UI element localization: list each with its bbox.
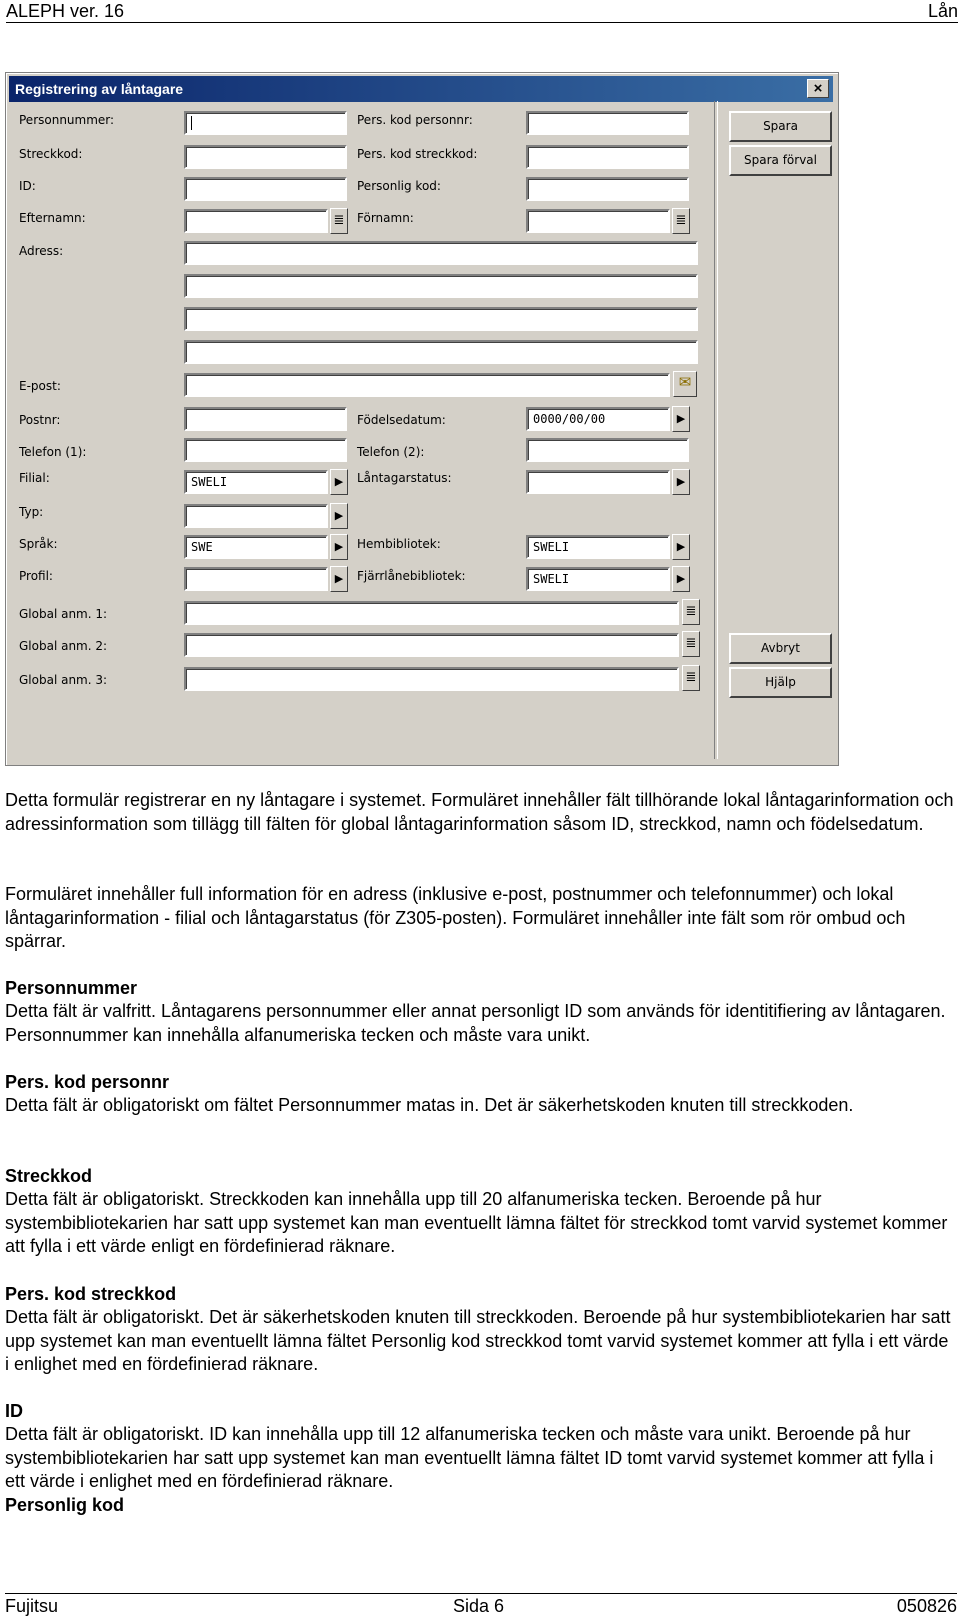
header-app-version: ALEPH ver. 16	[6, 1, 125, 21]
adress-line-1-input[interactable]	[184, 241, 698, 265]
fodelsedatum-arrow-icon[interactable]: ▶	[672, 406, 690, 432]
profil-select[interactable]	[184, 567, 328, 591]
save-defaults-button[interactable]: Spara förval	[729, 145, 832, 176]
page-footer	[5, 1593, 957, 1618]
label-postnr: Postnr:	[19, 413, 61, 427]
section-text-pers-kod-streckkod: Detta fält är obligatoriskt. Det är säkerhetskoden knuten till streckkoden. Beroende på hur systembibliotekarien har satt upp systemet kan man eventuellt lämna fältet Personlig kod streckkod tomt varvid systemet kommer att fylla i ett värde i enlighet med en fördefinierad räknare.	[5, 1307, 951, 1374]
cancel-button[interactable]: Avbryt	[729, 633, 832, 664]
adress-line-4-input[interactable]	[184, 340, 698, 364]
section-text-pers-kod-personnr: Detta fält är obligatoriskt om fältet Personnummer matas in. Det är säkerhetskoden knuten till streckkoden.	[5, 1095, 854, 1115]
id-input[interactable]	[184, 177, 347, 201]
global-anm-2-input[interactable]	[184, 633, 679, 657]
header-section: Lån	[927, 1, 958, 21]
intro-paragraph-1: Detta formulär registrerar en ny låntagare i systemet. Formuläret innehåller fält tillhörande lokal låntagarinformation och adressinformation som tillägg till fälten för global låntagarinformation såsom ID, streckkod, namn och födelsedatum.	[5, 790, 954, 834]
section-text-streckkod: Detta fält är obligatoriskt. Streckkoden kan innehålla upp till 20 alfanumeriska tecken. Beroende på hur systembibliotekarien har satt upp systemet kan man eventuellt lämna fältet för streckkod tomt varvid systemet kommer att fylla i ett värde enligt en fördefinierad räknare.	[5, 1189, 948, 1256]
fodelsedatum-input[interactable]: 0000/00/00	[526, 407, 670, 431]
label-telefon2: Telefon (2):	[357, 445, 425, 459]
fjarrlanebibliotek-select[interactable]: SWELI	[526, 567, 670, 591]
label-pers-kod-personnr: Pers. kod personnr:	[357, 113, 473, 127]
lantagarstatus-arrow-icon[interactable]: ▶	[672, 469, 690, 495]
global-anm-1-list-icon[interactable]: ≣	[682, 599, 700, 625]
page-header	[6, 0, 958, 23]
section-heading-pers-kod-personnr: Pers. kod personnr	[5, 1072, 170, 1092]
streckkod-input[interactable]	[184, 145, 347, 169]
label-adress: Adress:	[19, 244, 64, 258]
fornamn-input[interactable]	[526, 209, 670, 233]
section-heading-personnummer: Personnummer	[5, 978, 138, 998]
text-cursor	[191, 116, 192, 130]
label-streckkod: Streckkod:	[19, 147, 83, 161]
postnr-input[interactable]	[184, 407, 347, 431]
sprak-arrow-icon[interactable]: ▶	[330, 534, 348, 560]
label-efternamn: Efternamn:	[19, 211, 86, 225]
personlig-kod-input[interactable]	[526, 177, 689, 201]
label-pers-kod-streckkod: Pers. kod streckkod:	[357, 147, 478, 161]
typ-select[interactable]	[184, 504, 328, 528]
label-global3: Global anm. 3:	[19, 673, 108, 687]
hembibliotek-select[interactable]: SWELI	[526, 535, 670, 559]
help-button[interactable]: Hjälp	[729, 667, 832, 698]
adress-line-2-input[interactable]	[184, 274, 698, 298]
label-typ: Typ:	[19, 505, 44, 519]
label-filial: Filial:	[19, 471, 50, 485]
epost-input[interactable]	[184, 373, 670, 397]
filial-arrow-icon[interactable]: ▶	[330, 469, 348, 495]
close-icon[interactable]: ×	[807, 79, 829, 98]
label-global2: Global anm. 2:	[19, 639, 108, 653]
footer-page-number: Sida 6	[453, 1596, 505, 1616]
label-hembibliotek: Hembibliotek:	[357, 537, 441, 551]
section-heading-pers-kod-streckkod: Pers. kod streckkod	[5, 1284, 177, 1304]
label-fornamn: Förnamn:	[357, 211, 414, 225]
typ-arrow-icon[interactable]: ▶	[330, 503, 348, 529]
telefon1-input[interactable]	[184, 438, 347, 462]
section-heading-streckkod: Streckkod	[5, 1166, 93, 1186]
label-profil: Profil:	[19, 569, 53, 583]
efternamn-list-icon[interactable]: ≣	[330, 208, 348, 234]
label-id: ID:	[19, 179, 36, 193]
button-panel-separator	[714, 101, 718, 759]
lantagarstatus-select[interactable]	[526, 470, 670, 494]
label-epost: E-post:	[19, 379, 61, 393]
pers-kod-personnr-input[interactable]	[526, 111, 689, 135]
global-anm-1-input[interactable]	[184, 601, 679, 625]
label-personnummer: Personnummer:	[19, 113, 115, 127]
fjarrlanebibliotek-arrow-icon[interactable]: ▶	[672, 566, 690, 592]
label-telefon1: Telefon (1):	[19, 445, 87, 459]
telefon2-input[interactable]	[526, 438, 689, 462]
section-text-personnummer: Detta fält är valfritt. Låntagarens personnummer eller annat personligt ID som används för identitifiering av låntagaren. Personnummer kan innehålla alfanumeriska tecken och måste vara unikt.	[5, 1001, 946, 1045]
intro-paragraph-2: Formuläret innehåller full information för en adress (inklusive e-post, postnummer och telefonnummer) och lokal låntagarinformation - filial och låntagarstatus (för Z305-posten). Formuläret innehåller inte fält som rör ombud och spärrar.	[5, 884, 906, 951]
fornamn-list-icon[interactable]: ≣	[672, 208, 690, 234]
pers-kod-streckkod-input[interactable]	[526, 145, 689, 169]
label-fodelsedatum: Födelsedatum:	[357, 413, 446, 427]
global-anm-3-input[interactable]	[184, 667, 679, 691]
sprak-select[interactable]: SWE	[184, 535, 328, 559]
dialog-titlebar	[9, 76, 833, 102]
section-heading-id: ID	[5, 1401, 23, 1421]
profil-arrow-icon[interactable]: ▶	[330, 566, 348, 592]
footer-company: Fujitsu	[5, 1596, 59, 1616]
label-global1: Global anm. 1:	[19, 607, 108, 621]
footer-doc-code: 050826	[896, 1596, 957, 1616]
label-personlig-kod: Personlig kod:	[357, 179, 441, 193]
label-sprak: Språk:	[19, 537, 58, 551]
dialog-title: Registrering av låntagare	[15, 81, 184, 97]
save-button[interactable]: Spara	[729, 111, 832, 142]
section-heading-personlig-kod: Personlig kod	[5, 1495, 125, 1515]
label-lantagarstatus: Låntagarstatus:	[357, 471, 452, 485]
global-anm-2-list-icon[interactable]: ≣	[682, 631, 700, 657]
efternamn-input[interactable]	[184, 209, 328, 233]
mail-icon[interactable]: ✉	[673, 371, 697, 397]
personnummer-input[interactable]	[184, 111, 347, 135]
hembibliotek-arrow-icon[interactable]: ▶	[672, 534, 690, 560]
section-text-id: Detta fält är obligatoriskt. ID kan innehålla upp till 12 alfanumeriska tecken och måste vara unikt. Beroende på hur systembibliotekarien har satt upp systemet kan man eventuellt lämna fältet ID tomt varvid systemet kommer att fylla i ett värde i enlighet med en fördefinierad räknare.	[5, 1424, 934, 1491]
label-fjarrlanebibliotek: Fjärrlånebibliotek:	[357, 569, 466, 583]
global-anm-3-list-icon[interactable]: ≣	[682, 665, 700, 691]
filial-select[interactable]: SWELI	[184, 470, 328, 494]
adress-line-3-input[interactable]	[184, 307, 698, 331]
borrower-registration-dialog	[5, 72, 839, 766]
